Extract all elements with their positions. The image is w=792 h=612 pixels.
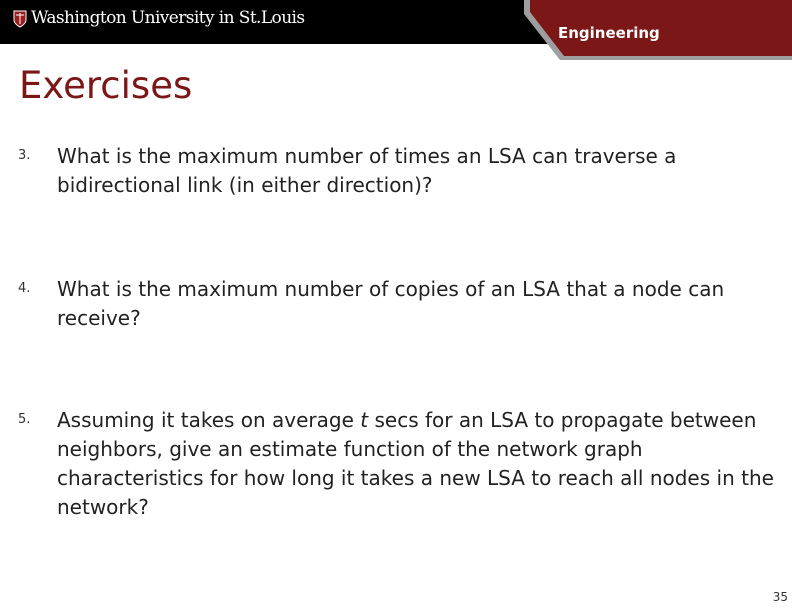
exercise-number: 5.	[18, 412, 31, 427]
exercise-text: What is the maximum number of copies of an LSA that a node can receive?	[57, 277, 725, 330]
school-label: Engineering	[558, 24, 660, 42]
exercise-text-part: Assuming it takes on average	[57, 408, 361, 432]
exercise-variable-t: t	[360, 408, 369, 432]
slide-number: 35	[772, 590, 788, 604]
exercise-text	[57, 406, 787, 522]
page-title: Exercises	[19, 64, 193, 107]
exercise-number: 3.	[18, 148, 31, 163]
exercise-text: What is the maximum number of times an LSA can traverse a bidirectional link (in either direction)?	[57, 144, 677, 197]
engineering-tab	[0, 0, 792, 60]
exercise-text-part: secs for an LSA to propagate between neighbors, give an estimate function of the network graph characteristics for how long it takes a new LSA to reach all nodes in the network?	[57, 408, 774, 519]
university-logo-text: Washington University in St.Louis	[31, 8, 305, 28]
exercise-number: 4.	[18, 281, 31, 296]
